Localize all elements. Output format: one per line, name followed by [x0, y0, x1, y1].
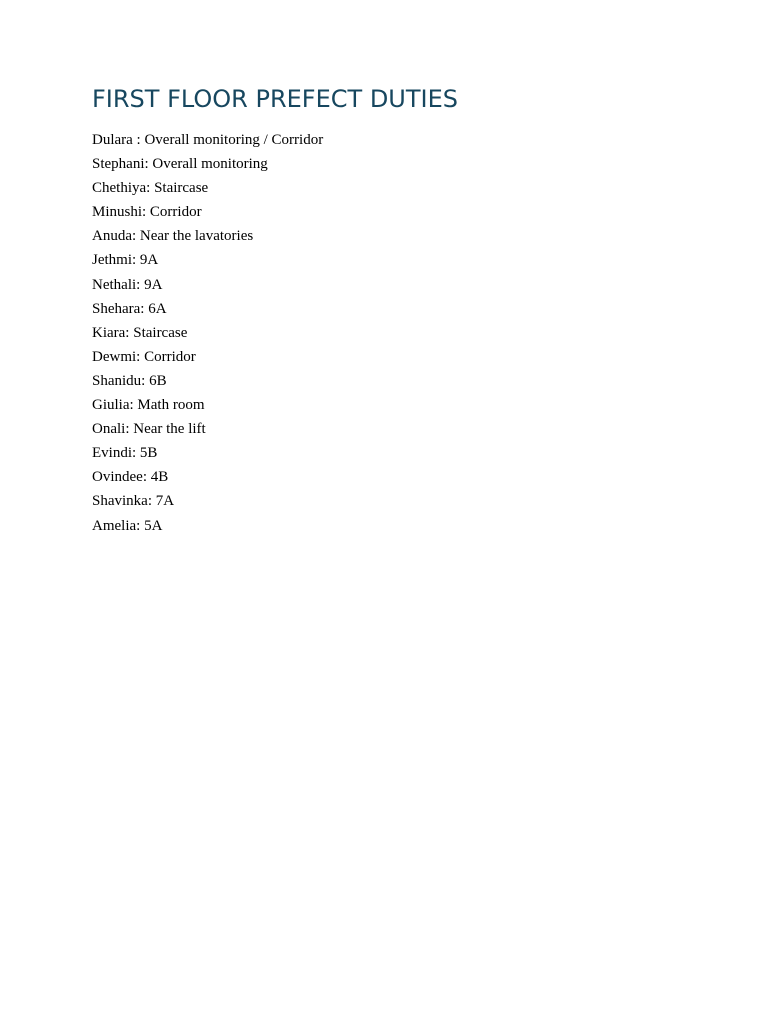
list-item: Stephani: Overall monitoring: [92, 156, 268, 173]
list-item: Evindi: 5B: [92, 445, 158, 462]
list-item: Ovindee: 4B: [92, 469, 169, 486]
list-item: Giulia: Math room: [92, 397, 205, 414]
page-title: FIRST FLOOR PREFECT DUTIES: [92, 85, 458, 113]
list-item: Dewmi: Corridor: [92, 348, 196, 365]
list-item: Nethali: 9A: [92, 276, 163, 293]
list-item: Shavinka: 7A: [92, 493, 175, 510]
list-item: Jethmi: 9A: [92, 252, 159, 269]
list-item: Chethiya: Staircase: [92, 180, 209, 197]
list-item: Anuda: Near the lavatories: [92, 228, 254, 245]
list-item: Minushi: Corridor: [92, 204, 202, 221]
list-item: Onali: Near the lift: [92, 421, 206, 438]
list-item: Amelia: 5A: [92, 517, 163, 534]
list-item: Kiara: Staircase: [92, 324, 188, 341]
list-item: Dulara : Overall monitoring / Corridor: [92, 132, 324, 148]
list-item: Shehara: 6A: [92, 300, 167, 317]
duty-list: [92, 128, 323, 538]
list-item: Shanidu: 6B: [92, 372, 167, 389]
